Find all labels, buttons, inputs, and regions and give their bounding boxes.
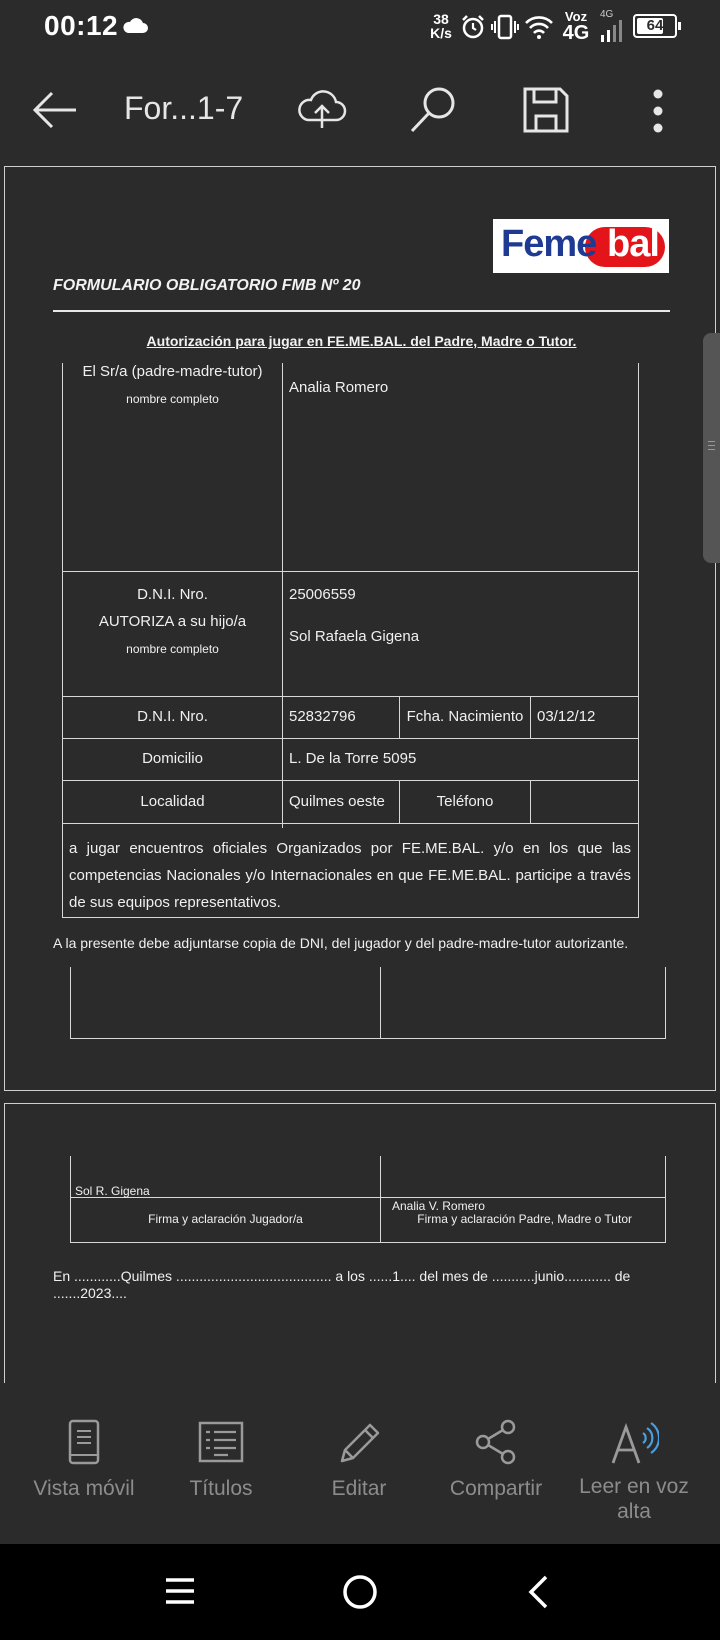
sig-box-right	[665, 1156, 666, 1242]
search-icon[interactable]	[408, 84, 460, 136]
system-back-icon[interactable]	[526, 1574, 550, 1610]
player-signature: Sol R. Gigena	[75, 1184, 150, 1198]
cell-divider	[530, 780, 531, 823]
city-label: Localidad	[140, 793, 205, 810]
authorization-paragraph: a jugar encuentros oficiales Organizados por FE.ME.BAL. y/o en los que las competencias Nacionales y/o Internacionales en que FE.ME.BAL. participe a través de sus equipos representativos.	[69, 840, 631, 911]
form-title: FORMULARIO OBLIGATORIO FMB Nº 20	[53, 277, 361, 294]
app-toolbar	[0, 56, 720, 164]
phone-view-icon	[68, 1419, 100, 1465]
sig-box-mid	[380, 967, 381, 1038]
sig-box-right	[665, 967, 666, 1038]
document-page-1	[4, 166, 716, 1091]
place-date-line-2: .......2023....	[53, 1285, 127, 1301]
parent-name-value: Analia Romero	[289, 379, 389, 396]
child-dni-value: 52832796	[289, 708, 356, 725]
femebal-logo	[493, 219, 669, 273]
address-value: L. De la Torre 5095	[289, 750, 417, 767]
sig-box-mid	[380, 1156, 381, 1242]
signal-icon	[600, 20, 626, 42]
battery-level: 64	[646, 17, 664, 34]
pencil-icon	[336, 1419, 382, 1465]
cloud-upload-icon[interactable]	[296, 86, 348, 132]
headings-label: Títulos	[189, 1477, 253, 1500]
edit-label: Editar	[331, 1477, 387, 1500]
bottom-action-bar	[0, 1383, 720, 1544]
birth-date-value: 03/12/12	[537, 708, 596, 725]
share-icon	[473, 1419, 519, 1465]
edit-button[interactable]	[291, 1419, 427, 1501]
vibrate-icon	[491, 13, 519, 41]
sig-box-bottom	[70, 1242, 666, 1243]
cloud-icon	[122, 16, 148, 34]
place-date-line-1: En ............Quilmes ........................................ a los ......1.... del mes de ...........junio............ de	[53, 1268, 631, 1284]
child-fullname-hint: nombre completo	[126, 642, 219, 656]
child-dni-label: D.N.I. Nro.	[137, 708, 208, 725]
child-name-value: Sol Rafaela Gigena	[289, 628, 420, 645]
table-border-right	[638, 363, 639, 917]
attachment-note: A la presente debe adjuntarse copia de DNI, del jugador y del padre-madre-tutor autorizante.	[53, 935, 629, 951]
table-bottom	[62, 917, 639, 918]
mobile-view-label: Vista móvil	[33, 1477, 135, 1500]
sig-box-bottom	[70, 1038, 666, 1039]
table-border-left	[62, 363, 63, 917]
share-button[interactable]	[428, 1419, 564, 1501]
parent-signature-label: Firma y aclaración Padre, Madre o Tutor	[417, 1212, 632, 1226]
address-label: Domicilio	[142, 750, 203, 767]
read-aloud-button[interactable]	[566, 1419, 702, 1524]
authorizes-label: AUTORIZA a su hijo/a	[98, 613, 247, 630]
battery-icon	[633, 14, 677, 38]
mobile-view-button[interactable]	[16, 1419, 152, 1501]
home-icon[interactable]	[342, 1574, 378, 1610]
system-navigation-bar	[0, 1544, 720, 1640]
save-icon[interactable]	[522, 86, 570, 134]
city-value: Quilmes oeste	[289, 793, 385, 810]
table-divider	[282, 363, 283, 828]
row-rule	[62, 571, 639, 572]
sig-box-left	[70, 967, 71, 1038]
player-signature-label: Firma y aclaración Jugador/a	[148, 1212, 303, 1226]
sig-row-rule	[70, 1197, 666, 1198]
recent-apps-icon[interactable]	[164, 1576, 196, 1606]
logo-text-white: bal	[607, 223, 659, 265]
title-rule	[53, 310, 670, 312]
net-speed: 38 K/s	[430, 11, 452, 41]
cell-divider	[530, 696, 531, 738]
row-rule	[62, 780, 639, 781]
wifi-icon	[524, 14, 554, 40]
share-label: Compartir	[449, 1477, 543, 1500]
document-page-2	[4, 1103, 716, 1383]
voz-label: Voz	[564, 9, 588, 24]
row-rule	[62, 738, 639, 739]
logo-text-blue: Feme	[501, 223, 597, 265]
alarm-icon	[460, 14, 486, 40]
more-options-icon[interactable]	[648, 88, 668, 134]
form-subtitle: Autorización para jugar en FE.ME.BAL. del Padre, Madre o Tutor.	[146, 333, 577, 349]
read-aloud-icon	[609, 1419, 659, 1465]
birth-date-label: Fcha. Nacimiento	[406, 708, 524, 725]
headings-button[interactable]	[153, 1419, 289, 1501]
parent-signature: Analia V. Romero	[392, 1199, 485, 1213]
row-rule	[62, 823, 639, 824]
parent-fullname-hint: nombre completo	[126, 392, 219, 406]
headings-list-icon	[198, 1419, 244, 1465]
status-bar	[0, 0, 720, 56]
parent-dni-label: D.N.I. Nro.	[137, 586, 208, 603]
back-arrow-icon[interactable]	[30, 85, 80, 135]
clock: 00:12	[44, 10, 119, 41]
phone-label: Teléfono	[436, 793, 494, 810]
scroll-handle[interactable]	[703, 333, 720, 563]
row-rule	[62, 696, 639, 697]
sig-box-left	[70, 1156, 71, 1242]
parent-label: El Sr/a (padre-madre-tutor)	[82, 363, 263, 380]
network-type: 4G	[562, 22, 590, 44]
read-aloud-label: Leer en voz alta	[579, 1475, 689, 1523]
network-type-small: 4G	[600, 9, 614, 20]
document-title: For...1-7	[124, 90, 244, 126]
parent-dni-value: 25006559	[289, 586, 356, 603]
